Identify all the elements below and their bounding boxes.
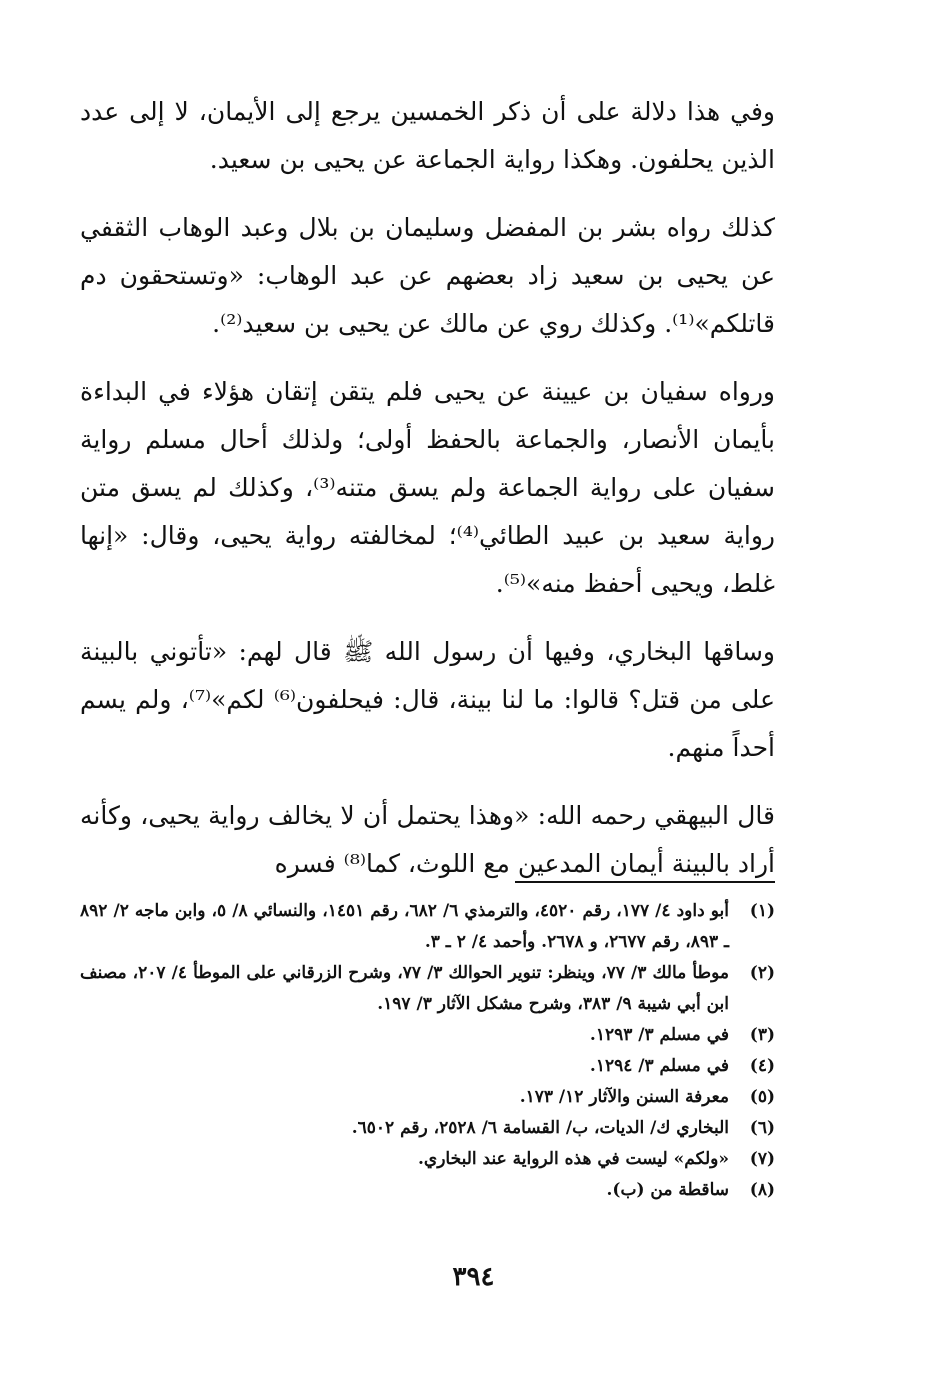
footnote-text: موطأ مالك ٣/ ٧٧، وينظر: تنوير الحوالك ٣/ ٧٧، وشرح الزرقاني على الموطأ ٤/ ٢٠٧، مصنف ابن أبي شيبة ٩/ ٣٨٣، وشرح مشكل الآثار ٣/ ١٩٧. [80,963,729,1014]
footnote [80,1020,775,1051]
footnote [80,958,775,1020]
paragraph: قال البيهقي رحمه الله: «وهذا يحتمل أن لا يخالف رواية يحيى، وكأنه أراد بالبينة أيمان المدعين مع اللوث، كما⁽⁸⁾ فسره [80,801,775,878]
footnote-number: (٦) [749,1118,775,1138]
footnote-text: البخاري ك/ الديات، ب/ القسامة ٦/ ٢٥٢٨، رقم ٦٥٠٢. [351,1118,729,1138]
footnote [80,1051,775,1082]
footnotes [80,896,775,1206]
footnote-number: (٢) [749,963,775,983]
paragraph: ورواه سفيان بن عيينة عن يحيى فلم يتقن إتقان هؤلاء في البداءة بأيمان الأنصار، والجماعة بالحفظ أولى؛ ولذلك أحال مسلم رواية سفيان على رواية الجماعة ولم يسق متنه⁽³⁾، وكذلك لم يسق متن رواية سعيد بن عبيد الطائي⁽⁴⁾؛ لمخالفته رواية يحيى، وقال: «إنها غلط، ويحيى أحفظ منه»⁽⁵⁾. [80,377,775,598]
footnote [80,1113,775,1144]
footnote-text: معرفة السنن والآثار ١٢/ ١٧٣. [519,1087,729,1107]
footnote-text: ساقطة من (ب). [606,1180,729,1200]
main-text [80,88,775,908]
paragraph: وفي هذا دلالة على أن ذكر الخمسين يرجع إلى الأيمان، لا إلى عدد الذين يحلفون. وهكذا رواية الجماعة عن يحيى بن سعيد. [80,97,775,174]
footnote-number: (٤) [749,1056,775,1076]
footnote-divider [515,881,775,883]
footnote [80,896,775,958]
footnote [80,1175,775,1206]
footnote [80,1144,775,1175]
footnote-text: أبو داود ٤/ ١٧٧، رقم ٤٥٢٠، والترمذي ٦/ ٦٨٢، رقم ١٤٥١، والنسائي ٨/ ٥، وابن ماجه ٢/ ٨٩٢ ـ ٨٩٣، رقم ٢٦٧٧، و ٢٦٧٨. وأحمد ٤/ ٢ ـ ٣. [80,901,729,952]
paragraph: وساقها البخاري، وفيها أن رسول الله ﷺ قال لهم: «تأتوني بالبينة على من قتل؟ قالوا: ما لنا بينة، قال: فيحلفون⁽⁶⁾ لكم»⁽⁷⁾، ولم يسم أحداً منهم. [80,637,775,762]
footnote [80,1082,775,1113]
footnote-number: (٥) [749,1087,775,1107]
footnote-number: (٧) [749,1149,775,1169]
footnote-number: (٨) [749,1180,775,1200]
footnote-number: (١) [749,901,775,921]
footnote-text: في مسلم ٣/ ١٢٩٣. [589,1025,729,1045]
footnote-number: (٣) [749,1025,775,1045]
footnote-text: «ولكم» ليست في هذه الرواية عند البخاري. [418,1149,729,1169]
footnote-text: في مسلم ٣/ ١٢٩٤. [589,1056,729,1076]
page-number: ٣٩٤ [452,1262,495,1292]
paragraph: كذلك رواه بشر بن المفضل وسليمان بن بلال وعبد الوهاب الثقفي عن يحيى بن سعيد زاد بعضهم عن عبد الوهاب: «وتستحقون دم قاتلكم»⁽¹⁾. وكذلك روي عن مالك عن يحيى بن سعيد⁽²⁾. [80,213,775,338]
